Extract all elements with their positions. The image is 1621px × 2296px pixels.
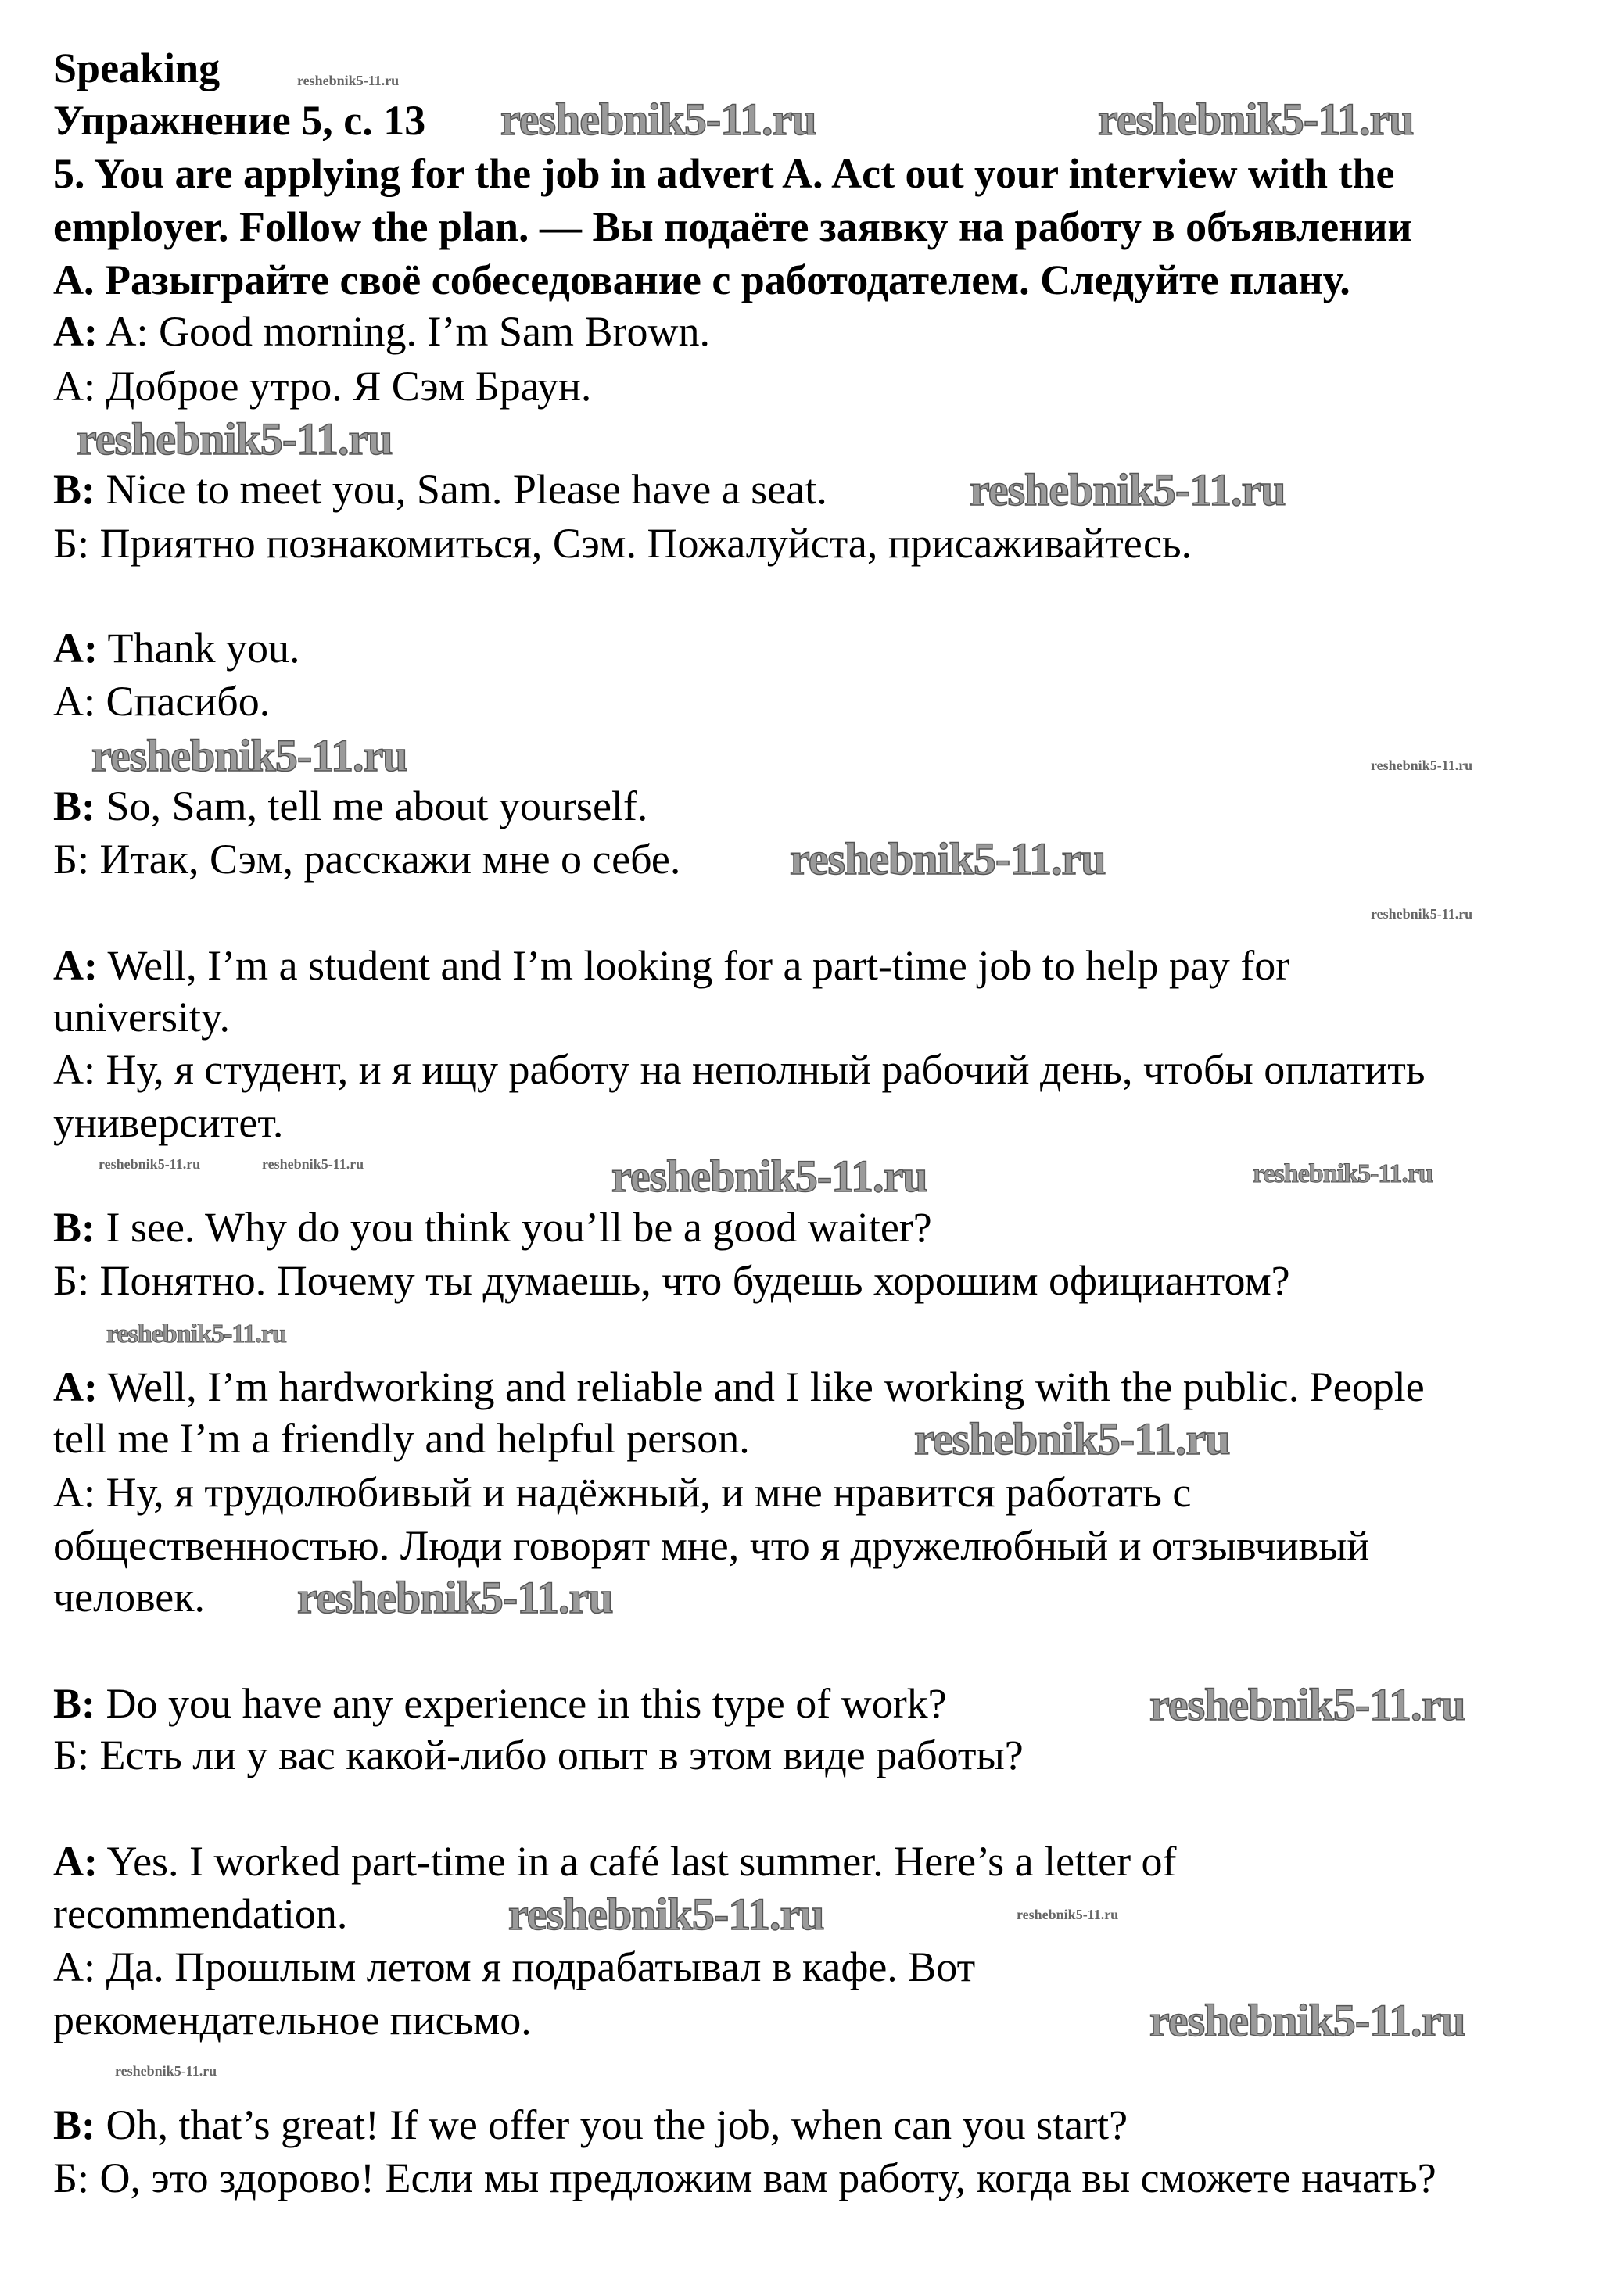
dialogue-line — [53, 2153, 1436, 2203]
speaker-label: B: — [53, 1680, 95, 1727]
line-text: общественностью. Люди говорят мне, что я дружелюбный и отзывчивый — [53, 1522, 1370, 1569]
task-line: А. Разыграйте своё собеседование с работодателем. Следуйте плану. — [53, 256, 1350, 303]
dialogue-line — [53, 1730, 1024, 1780]
dialogue-line — [53, 518, 1192, 568]
line-text: Oh, that’s great! If we offer you the job, when can you start? — [95, 2101, 1128, 2148]
line-text: Yes. I worked part-time in a café last summer. Here’s a letter of — [97, 1838, 1177, 1885]
line-text: A: Good morning. I’m Sam Brown. — [97, 308, 710, 355]
watermark: reshebnik5-11.ru — [508, 1889, 824, 1940]
speaker-label: B: — [53, 783, 95, 829]
watermark: reshebnik5-11.ru — [91, 730, 407, 781]
watermark: reshebnik5-11.ru — [1017, 1907, 1119, 1922]
dialogue-line — [53, 781, 647, 831]
line-text: Well, I’m a student and I’m looking for a part-time job to help pay for — [97, 942, 1290, 989]
line-text: Nice to meet you, Sam. Please have a seat. — [95, 466, 827, 513]
speaker-label: A: — [53, 1838, 98, 1885]
dialogue-line — [53, 1467, 1191, 1517]
watermark: reshebnik5-11.ru — [790, 833, 1106, 884]
dialogue-line — [53, 1942, 975, 1992]
line-text: А: Доброе утро. Я Сэм Браун. — [53, 363, 592, 410]
line-text: человек. — [53, 1574, 205, 1621]
dialogue-line — [53, 1202, 932, 1252]
watermark: reshebnik5-11.ru — [77, 414, 393, 464]
watermark: reshebnik5-11.ru — [1371, 758, 1473, 773]
line-text: Б: Приятно познакомиться, Сэм. Пожалуйста, присаживайтесь. — [53, 520, 1192, 567]
watermark: reshebnik5-11.ru — [115, 2063, 217, 2079]
speaker-label: B: — [53, 466, 95, 513]
dialogue-line — [53, 1098, 283, 1148]
line-text: Б: Итак, Сэм, расскажи мне о себе. — [53, 836, 681, 883]
watermark: reshebnik5-11.ru — [297, 1572, 613, 1623]
dialogue-line — [53, 676, 270, 726]
dialogue-line — [53, 834, 680, 884]
watermark: reshebnik5-11.ru — [611, 1151, 927, 1202]
line-text: Б: Есть ли у вас какой-либо опыт в этом виде работы? — [53, 1732, 1024, 1778]
line-text: А: Ну, я трудолюбивый и надёжный, и мне нравится работать с — [53, 1469, 1192, 1516]
watermark: reshebnik5-11.ru — [106, 1320, 286, 1349]
dialogue-line — [53, 361, 591, 411]
speaker-label: A: — [53, 625, 98, 672]
line-text: рекомендательное письмо. — [53, 1997, 532, 2043]
dialogue-line — [53, 1678, 947, 1728]
section-title: Speaking — [53, 45, 221, 91]
line-text: университет. — [53, 1099, 284, 1146]
line-text: Well, I’m hardworking and reliable and I like working with the public. People — [97, 1363, 1425, 1410]
watermark: reshebnik5-11.ru — [1098, 94, 1414, 145]
watermark: reshebnik5-11.ru — [262, 1156, 364, 1172]
watermark: reshebnik5-11.ru — [297, 73, 400, 88]
line-text: Do you have any experience in this type of work? — [95, 1680, 947, 1727]
line-text: I see. Why do you think you’ll be a good waiter? — [95, 1204, 932, 1251]
dialogue-line — [53, 1413, 750, 1463]
speaker-label: A: — [53, 1363, 98, 1410]
task-line: 5. You are applying for the job in advert A. Act out your interview with the — [53, 150, 1395, 197]
watermark: reshebnik5-11.ru — [500, 94, 816, 145]
dialogue-line — [53, 306, 710, 356]
task-line: employer. Follow the plan. — Вы подаёте заявку на работу в объявлении — [53, 203, 1412, 250]
watermark: reshebnik5-11.ru — [914, 1413, 1230, 1464]
watermark: reshebnik5-11.ru — [970, 464, 1286, 515]
dialogue-line — [53, 1044, 1425, 1094]
speaker-label: A: — [53, 942, 98, 989]
dialogue-line — [53, 1255, 1290, 1306]
dialogue-line — [53, 2100, 1128, 2150]
watermark: reshebnik5-11.ru — [1149, 1995, 1465, 2046]
dialogue-line — [53, 1995, 532, 2045]
speaker-label: B: — [53, 1204, 95, 1251]
line-text: recommendation. — [53, 1890, 348, 1937]
speaker-label: A: — [53, 308, 98, 355]
dialogue-line — [53, 1572, 205, 1622]
line-text: university. — [53, 994, 230, 1041]
watermark: reshebnik5-11.ru — [1253, 1159, 1433, 1188]
dialogue-line — [53, 992, 230, 1042]
line-text: А: Спасибо. — [53, 678, 271, 725]
dialogue-line — [53, 940, 1289, 990]
line-text: А: Да. Прошлым летом я подрабатывал в кафе. Вот — [53, 1943, 976, 1990]
dialogue-line — [53, 1362, 1425, 1412]
watermark: reshebnik5-11.ru — [99, 1156, 201, 1172]
exercise-heading: Упражнение 5, с. 13 — [53, 97, 426, 144]
line-text: А: Ну, я студент, и я ищу работу на неполный рабочий день, чтобы оплатить — [53, 1046, 1426, 1093]
dialogue-line — [53, 1836, 1177, 1886]
watermark: reshebnik5-11.ru — [1371, 906, 1473, 922]
line-text: Б: Понятно. Почему ты думаешь, что будешь хорошим официантом? — [53, 1257, 1290, 1304]
dialogue-line — [53, 464, 827, 514]
dialogue-line — [53, 1521, 1369, 1571]
watermark: reshebnik5-11.ru — [1149, 1679, 1465, 1730]
dialogue-line — [53, 1889, 347, 1939]
speaker-label: B: — [53, 2101, 95, 2148]
line-text: Б: О, это здорово! Если мы предложим вам работу, когда вы сможете начать? — [53, 2155, 1436, 2201]
line-text: Thank you. — [97, 625, 300, 672]
line-text: tell me I’m a friendly and helpful person. — [53, 1415, 750, 1462]
dialogue-line — [53, 623, 299, 673]
line-text: So, Sam, tell me about yourself. — [95, 783, 648, 829]
